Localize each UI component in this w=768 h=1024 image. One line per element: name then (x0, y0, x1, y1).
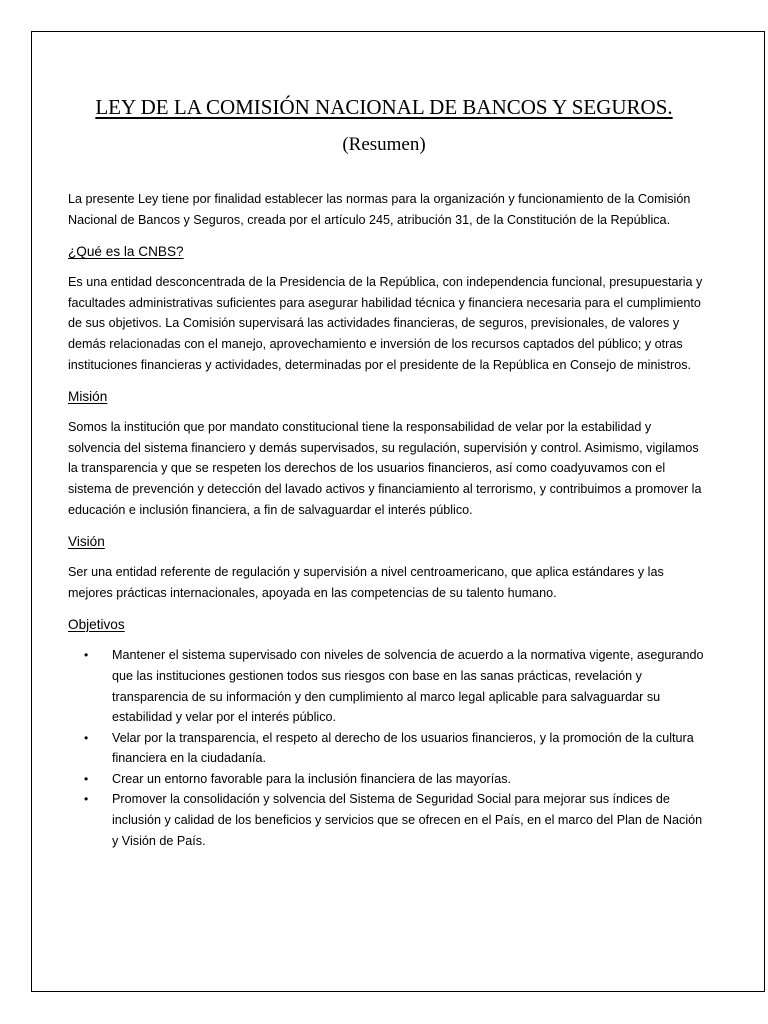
objectives-list (68, 645, 704, 851)
section-heading-cnbs: ¿Qué es la CNBS? (68, 244, 184, 260)
objective-text: Mantener el sistema supervisado con niveles de solvencia de acuerdo a la normativa vigente, asegurando que las instituciones gestionen todos sus riesgos con base en las sanas prácticas, revelación y transparencia de su información y den cumplimiento al marco legal aplicable para salvaguardar su estabilidad y velar por el interés público. (112, 648, 704, 725)
objective-item (84, 728, 704, 769)
intro-paragraph: La presente Ley tiene por finalidad establecer las normas para la organización y funcionamiento de la Comisión Nacional de Bancos y Seguros, creada por el artículo 245, atribución 31, de la Constitución de la República. (68, 192, 691, 227)
section-heading-objetivos: Objetivos (68, 617, 125, 633)
document-subtitle: (Resumen) (342, 134, 426, 155)
objective-item (84, 645, 704, 727)
document-body (68, 189, 704, 851)
objective-text: Promover la consolidación y solvencia del Sistema de Seguridad Social para mejorar sus índices de inclusión y calidad de los beneficios y servicios que se ofrecen en el País, en el marco del Plan de Nación y Visión de País. (112, 792, 703, 848)
section-heading-vision: Visión (68, 534, 105, 550)
document-title (0, 94, 768, 120)
bullet-icon: • (84, 771, 89, 786)
document-title-text: LEY DE LA COMISIÓN NACIONAL DE BANCOS Y SEGUROS. (95, 95, 673, 119)
section-heading-mision: Misión (68, 389, 108, 405)
bullet-icon: • (84, 648, 89, 663)
section-body-cnbs: Es una entidad desconcentrada de la Presidencia de la República, con independencia funcional, presupuestaria y facultades administrativas suficientes para asegurar habilidad técnica y financiera necesaria para el cumplimiento de sus objetivos. La Comisión supervisará las actividades financieras, de seguros, previsionales, de valores y demás relacionadas con el manejo, aprovechamiento e inversión de los recursos captados del público; y otras instituciones financieras y actividades, determinadas por el presidente de la República en Consejo de ministros. (68, 275, 703, 372)
section-body-vision: Ser una entidad referente de regulación y supervisión a nivel centroamericano, que aplica estándares y las mejores prácticas internacionales, apoyada en las competencias de su talento humano. (68, 565, 664, 600)
section-body-mision: Somos la institución que por mandato constitucional tiene la responsabilidad de velar por la estabilidad y solvencia del sistema financiero y demás supervisados, su regulación, supervisión y control. Asimismo, vigilamos la transparencia y que se respeten los derechos de los usuarios financieros, así como coadyuvamos con el sistema de prevención y detección del lavado activos y financiamiento al terrorismo, y contribuimos a promover la educación e inclusión financiera, a fin de salvaguardar el interés público. (68, 420, 702, 517)
objective-item (84, 769, 704, 790)
objective-text: Velar por la transparencia, el respeto al derecho de los usuarios financieros, y la promoción de la cultura financiera en la ciudadanía. (112, 730, 694, 766)
bullet-icon: • (84, 792, 89, 807)
objective-text: Crear un entorno favorable para la inclusión financiera de las mayorías. (112, 771, 512, 786)
bullet-icon: • (84, 730, 89, 745)
objective-item (84, 789, 704, 851)
